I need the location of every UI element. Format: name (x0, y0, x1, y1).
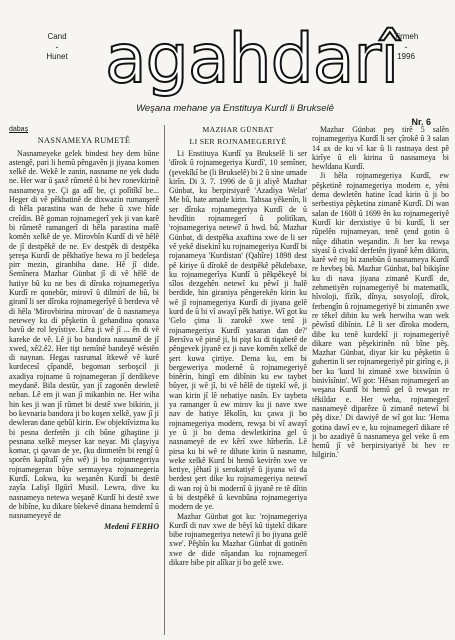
ear-left-line3: Hunet (46, 52, 68, 61)
ear-left (32, 32, 82, 62)
ear-right-line3: 1996 (397, 52, 415, 61)
column-1-body: Nasnameyeke gelek bindest hey dem bûne astengê, pari li hemû pêngavên ji jiyana komen xelkê de. Wekê le zanin, nasname ne yek dudu ne. Her war û şaxê rûmetê û bi hev ronevkirinê nasnameya ye. Çi ga adî be, çi polîtîkî be... Heger di vê pêkhatinê de dixwazin rumanşerê di hêla parastina wan de hebe û xwe hîde creîdin. Bê goman rojnamegerî yek ji van karê bi rûmetê ramangerî di hêla parastina mafê komên xelkê de ye. Mirovbîn Kurdî di vê hêlê de jî destpêkê de ne. Ev destpêk di destpêka şereşa Kurdî de pêkhatîye hewa ro jî bedeleşa pirr mezin, giranbiha dane. Hê jî dide. Semînera Mazhar Günbat jî di vê hêlê de hatiye bû ku ne bes di dîroka rojnamegerîya Kurdî re qonebûr, mirovî û dilmirî de bû, bi giranî li ser dîroka rojnamegerîyê û berdeva vê di hêla 'Mirovbirina mirovan' de û nasnameya netewey ku di pêşketin û gehandina qonaxa bavû de rol leyîstiye. Lêra ji wê jî ... ên di vê kareke de vê. Lê ji bo bandora nasnamê de jî xwed, xê2.ê2. Her tişt nemînê bandeyê wêstên di naynan. Hegas rasrumal îtkewê vê kurê kurdecesî çîpandê, begoman serboşcil ji axadiya rojname û rojnamegeran jî derdikeve meydanê. Bila destûr, yan jî zagonên dewletê neban. Lê em ji wan jî mikanbin ne. Her wiha hin kes ji wan jî rûmet bi destê xwe bikirin, ji bo kevnaria bandora ji bo koşen xelkê, yaw jî ji dewleran dane qebûl kirin. Ew objektîvizma ku bi pesna derfetên ji cih bûne gihaştine ji pesnana xelkê meyser kar neyar. Mi çlaşyiya komar, çi qavan de ye, (ku dinmetên bi rengî û sporên kapîtalî yên wê) ji bo rojnamegeriya rojnamegeran bûye sermayeya rojnamegeria Kurdî. Lokwa, ku weşanên Kurdî bi destê zayîa Lalişî Ilgûrî Musil. Lewra, dive ku nasnameya netewa weşanê Kurdî bi destê xwe de bibîne, ku dikare bîekevê dinana hemdemî û nasnameyeyê de (9, 148, 159, 521)
ear-right (381, 32, 431, 62)
column-1-kicker: dabaş (9, 126, 29, 133)
column-2-body: Li Enstituya Kurdî ya Brukselê li ser 'dîrok û rojnamegeriya Kurdî', 10 semîner, (şevekîkî be (li Brukselê) bi 2 û sine umade kirîn. Di 3. 7. 1996 de û ji aliyê Mazhar Günbat, ku berpirsiyarê 'Azadiya Welat' Me bû, hate amade kirin. Tahsaa yêkenîn, li ser dîroka rojnamegeriya Kurdî de û hevdîtin rojnamegerî û politîkan, 'rojnamegeriya netewî' û hwd. bû. Mazhar Günbat, di destpêka axaftina xwe de li ser vê yekê disekinî ku rojnamegeriya Kurdî bi rojanameya 'Kurdistan' (Qahîre) 1898 dest pê kiriye û dîrokê de destpêkê pêkdebaxe, ku rojnamegerîya Kurdî û pêkpêkeyê bi sîlos dezgehên netewî ku pêwî ji halê berdide, hin giraniya pêngerekên kirin ku wê jî rojnamegeriya Kurdî di jiyana gelê kurd de û bi vî awayî pêk hatiye. Wî got ku 'Gelo çima li zarokê xwe tenî ji rojnamegeriya Kurdî yasaran dan de?' Bersîva vê pirsê ji, bi pişt ku di tiqabetê de pêngevek jiyanê ez ji nave komên xelkê de şert kuwa çirtiye. Dema ku, em bi bergeweriya modernê û rojnamegeriyê binêrin, hingî em dibînin ku ew taybet bûyer, ji wê jî, bi vê hêlê de tiştekî wê, ji wan kirin jî lê nehatiye nasîn. Ev taybeta ya ramanger û ew mirov ku ji nave xwe nav de hatiye lêkolîn, ku çawa ji bo rojnamegeriya modern, rewşa bi vî awayî ye û ji bo dema dewletkirina gel û nasnameyê de ev kêrî xwe hîrberîn. Lê pirsa ku bi wê re dihate kirin û nasname, weke xelkê Kurd bi hemû kevirên xwe ve ketiye, jêhatî ji serokatiyê û jiyana wî da berdest şert dike ku rojnamegeriya netewî di wan roj û bi modernî û jiyanê re tê dîtin û bi destpêkê û kevnbûna rojnamegeriya modern de ye. (169, 149, 307, 512)
column-3-body: Ji hêla rojnamegeriya Kurdî, ew pêşketinê rojnamegeriya modern e, yêni dema dewletên hatine îcad kirin û ji bo serbestiya pêşketina zimanê Kurdî. Di wan salan de 1608 û 1699 ên ku rojnamegeriyê Kurdî kir derxistiye û bi kurdî, li ser rûpelên rojnameyan, tenê çend gotin û nûçe dihatin weşandin. Ji ber ku rewşa siyasî û civakî derfetên jiyanê kêm dikirin, karê wê roj bi zanebûn û nasnameya Kurdî re hevbeş bû. Mazhar Günbat, bal bikişîne ku di nava jiyana zimanê Kurdî de, zehmetiyên rojnamegeriyê bi matematîk, hîvoloji, fîzîk, dînya, sosyolojî, dîrok, ferhengîn û rojnamegeriyê bi zimanên xwe re têkel dibin ku wek herwiha wan wek pêwîstî dibînin. Lê li ser dîroka modern, dibe ku tenê kurdekî ji rojnamegeriyê dikare wan pêşekirinên nû bîne pêş. Mazhar Günbat, diyar kir ku pêşketin û guhertin li ser rojnamegeriyê pir girîng e, ji ber ku 'kurd bi zimanê xwe bixwînin û binivîsînin'. Wî got: 'Hêsan rojnamegerî an weşana Kurdî bi hemû gel û rewşan re têkildar e. Her weha, rojnamegerî nasnameyê diparêze û zimanê netewî bi pêş dixe.' Di dawiyê de wî got ku: 'Hema gotina dawî ev e, ku rojnamegerî dikare rê ji bo azadiyê û nasnameya gel veke û em hemû jî vê berpirsiyariyê bi hev re hilgirin.' (312, 171, 449, 460)
column-1 (9, 125, 159, 635)
ear-right-line2: - (404, 42, 408, 52)
column-2-subhead: LI SER ROJNAMEGERIYÊ (189, 137, 287, 146)
masthead-logo: agahdarî (105, 20, 399, 99)
column-3 (312, 125, 449, 635)
column-2-closing: Mazhar Günbat got ku: 'rojnamegeriya Kurdî di nav xwe de bêyî kû tiştekî dikare bibe rojnamegeriya netewî ji bo jiyana gelê xwe'. Pêşbîn ku Mazhar Günbat di gotinên xwe de dide nîşandan ku rojnamegerî dikare bibe pir alîkar ji bo gelê xwe. (169, 511, 307, 568)
column-1-headline: NASNAMEYA RUMETÊ (37, 136, 131, 146)
ear-left-line2: - (55, 42, 59, 52)
column-1-signature: Medenî FERHO (104, 522, 159, 532)
ear-left-line1: Cand (47, 32, 67, 41)
issue-number: Nr. 6 (411, 117, 431, 127)
column-2 (164, 125, 307, 635)
masthead-subtitle: Weşana mehane ya Enstituya Kurdî li Brukselê (136, 103, 334, 114)
masthead (10, 14, 445, 127)
column-2-headline: MAZHAR GÜNBAT (202, 125, 274, 134)
article-columns (9, 125, 449, 635)
column-3-intro: Mazhar Günbat peş tirê 5 salên rojnamegeriya Kurdî li ser çîrokê û 3 salan 14 ax de ku vî kar û li rastnaya dest pê kirîye û eli kirina û nasnameya bi hewldana Kurdî. (312, 125, 449, 172)
ear-right-line1: Tirmeh (393, 32, 419, 41)
